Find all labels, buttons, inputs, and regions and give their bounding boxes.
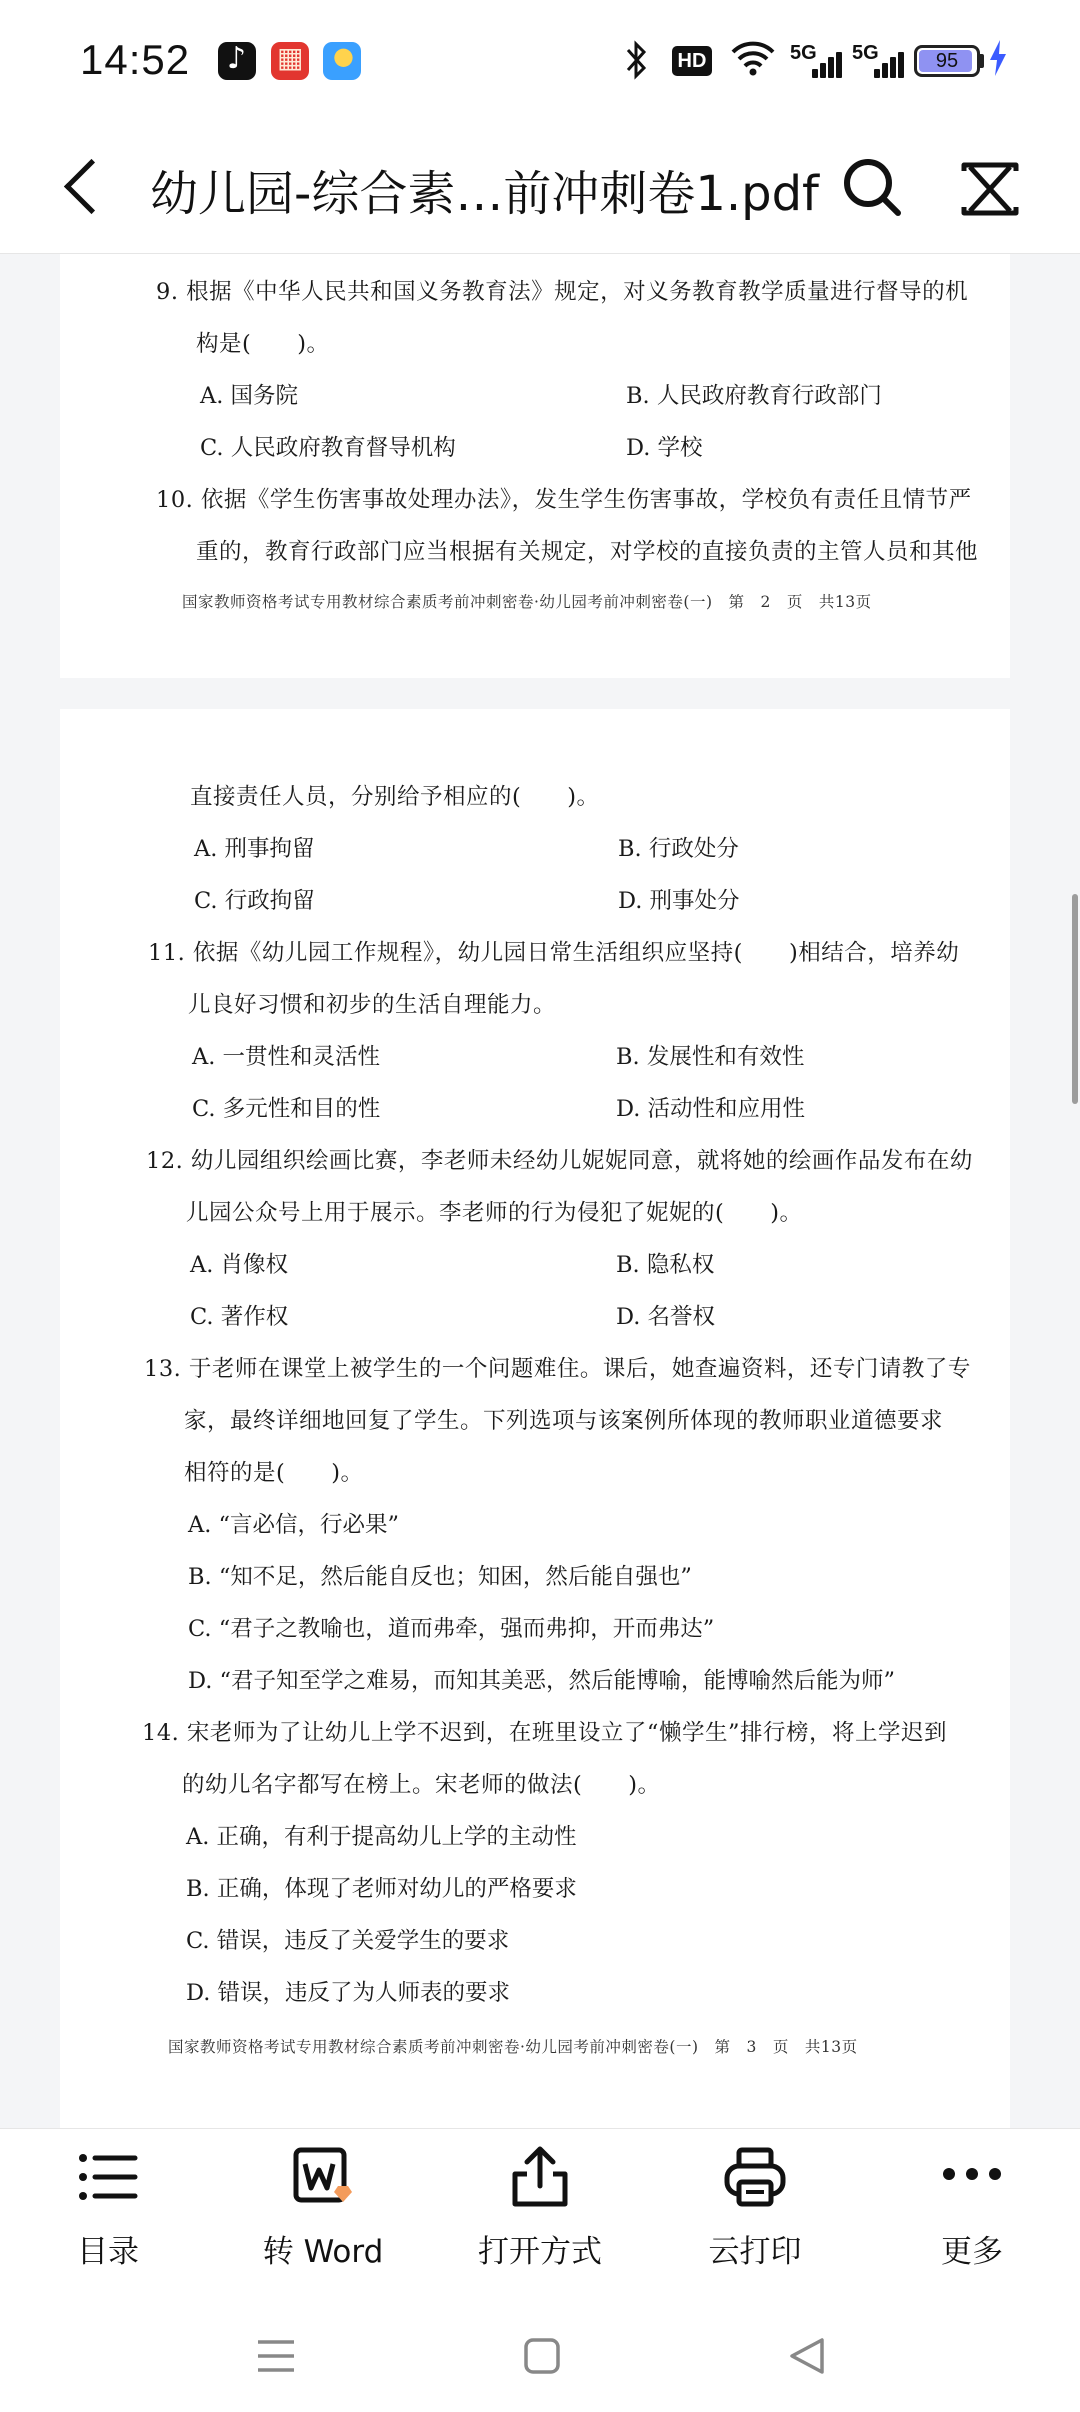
signal-icon-2 xyxy=(874,52,904,78)
back-triangle-icon[interactable] xyxy=(778,2326,838,2386)
scrollbar[interactable] xyxy=(1072,894,1078,1104)
question-text: 12. 幼儿园组织绘画比赛，李老师未经幼儿妮妮同意，就将她的绘画作品发布在幼 xyxy=(146,1148,973,1174)
battery-icon xyxy=(914,45,980,77)
option-text: C. 行政拘留 xyxy=(194,888,315,914)
option-text: B. 隐私权 xyxy=(616,1252,715,1278)
question-text: 构是( )。 xyxy=(196,331,330,357)
question-text: 的幼儿名字都写在榜上。宋老师的做法( )。 xyxy=(182,1772,661,1798)
convert-word-label: 转 Word xyxy=(262,2234,384,2270)
pdf-page xyxy=(60,709,1010,2128)
battery-percent: 95 xyxy=(935,50,959,72)
title-bar xyxy=(0,125,1080,254)
toc-button[interactable] xyxy=(8,2129,208,2297)
network-type-1: 5G xyxy=(790,42,817,64)
question-text: 儿良好习惯和初步的生活自理能力。 xyxy=(188,992,557,1018)
document-viewer[interactable] xyxy=(0,254,1080,2128)
option-text: C. 多元性和目的性 xyxy=(192,1096,381,1122)
convert-word-button[interactable] xyxy=(223,2129,423,2297)
question-text: 11. 依据《幼儿园工作规程》，幼儿园日常生活组织应坚持( )相结合，培养幼 xyxy=(148,940,960,966)
home-icon[interactable] xyxy=(512,2326,572,2386)
question-text: 家，最终详细地回复了学生。下列选项与该案例所体现的教师职业道德要求 xyxy=(184,1408,944,1434)
page-footer: 国家教师资格考试专用教材综合素质考前冲刺密卷·幼儿园考前冲刺密卷(一) 第 3 页 共13页 xyxy=(168,2038,858,2056)
option-text: C. 人民政府教育督导机构 xyxy=(200,435,456,461)
pdf-page xyxy=(60,254,1010,678)
more-icon xyxy=(939,2144,1005,2210)
option-text: C. “君子之教喻也，道而弗牵，强而弗抑，开而弗达” xyxy=(188,1616,715,1642)
list-icon xyxy=(75,2144,141,2210)
open-with-label: 打开方式 xyxy=(478,2234,602,2270)
question-text: 14. 宋老师为了让幼儿上学不迟到，在班里设立了“懒学生”排行榜，将上学迟到 xyxy=(142,1720,947,1746)
option-text: D. 刑事处分 xyxy=(618,888,740,914)
question-text: 相符的是( )。 xyxy=(184,1460,364,1486)
bottom-toolbar xyxy=(0,2128,1080,2297)
map-app-icon xyxy=(323,42,361,80)
battery-cap xyxy=(980,54,984,68)
status-bar xyxy=(0,0,1080,125)
more-label: 更多 xyxy=(941,2234,1003,2270)
cloud-print-button[interactable] xyxy=(655,2129,855,2297)
page-footer: 国家教师资格考试专用教材综合素质考前冲刺密卷·幼儿园考前冲刺密卷(一) 第 2 页 共13页 xyxy=(182,593,872,611)
question-text: 儿园公众号上用于展示。李老师的行为侵犯了妮妮的( )。 xyxy=(186,1200,803,1226)
search-icon[interactable] xyxy=(840,155,904,219)
option-text: B. 人民政府教育行政部门 xyxy=(626,383,882,409)
network-type-2: 5G xyxy=(852,42,879,64)
open-with-button[interactable] xyxy=(440,2129,640,2297)
option-text: A. 一贯性和灵活性 xyxy=(192,1044,381,1070)
question-text: 直接责任人员，分别给予相应的( )。 xyxy=(190,784,600,810)
status-time: 14:52 xyxy=(80,36,191,83)
option-text: A. 刑事拘留 xyxy=(194,836,315,862)
system-nav-bar xyxy=(0,2296,1080,2412)
more-button[interactable] xyxy=(872,2129,1072,2297)
signal-icon-1 xyxy=(812,52,842,78)
option-text: B. 发展性和有效性 xyxy=(616,1044,805,1070)
option-text: A. “言必信，行必果” xyxy=(188,1512,400,1538)
word-convert-icon xyxy=(290,2144,356,2210)
menu-icon[interactable] xyxy=(246,2326,306,2386)
option-text: D. 名誉权 xyxy=(616,1304,716,1330)
share-icon xyxy=(507,2144,573,2210)
option-text: C. 著作权 xyxy=(190,1304,289,1330)
question-text: 13. 于老师在课堂上被学生的一个问题难住。课后，她查遍资料，还专门请教了专 xyxy=(144,1356,971,1382)
option-text: A. 肖像权 xyxy=(190,1252,289,1278)
back-icon[interactable] xyxy=(64,159,119,214)
option-text: B. 正确，体现了老师对幼儿的严格要求 xyxy=(186,1876,577,1902)
option-text: D. “君子知至学之难易，而知其美恶，然后能博喻，能博喻然后能为师” xyxy=(188,1668,896,1694)
question-text: 10. 依据《学生伤害事故处理办法》，发生学生伤害事故，学校负有责任且情节严 xyxy=(156,487,972,513)
tiktok-icon xyxy=(218,42,256,80)
option-text: B. 行政处分 xyxy=(618,836,739,862)
red-app-icon xyxy=(271,42,309,80)
document-title: 幼儿园-综合素…前冲刺卷1.pdf xyxy=(150,166,819,222)
option-text: C. 错误，违反了关爱学生的要求 xyxy=(186,1928,510,1954)
charging-icon xyxy=(988,38,1008,87)
cloud-print-label: 云打印 xyxy=(708,2234,802,2270)
option-text: D. 活动性和应用性 xyxy=(616,1096,806,1122)
option-text: D. 学校 xyxy=(626,435,703,461)
option-text: A. 正确，有利于提高幼儿上学的主动性 xyxy=(186,1824,577,1850)
question-text: 9. 根据《中华人民共和国义务教育法》规定，对义务教育教学质量进行督导的机 xyxy=(156,279,969,305)
option-text: A. 国务院 xyxy=(200,383,299,409)
option-text: D. 错误，违反了为人师表的要求 xyxy=(186,1980,511,2006)
toc-label: 目录 xyxy=(77,2234,139,2270)
bluetooth-icon xyxy=(622,40,652,89)
option-text: B. “知不足，然后能自反也；知困，然后能自强也” xyxy=(188,1564,692,1590)
expand-icon[interactable] xyxy=(958,157,1022,221)
printer-icon xyxy=(722,2144,788,2210)
hd-badge: HD xyxy=(672,46,712,76)
wifi-icon xyxy=(730,38,776,87)
question-text: 重的，教育行政部门应当根据有关规定，对学校的直接负责的主管人员和其他 xyxy=(196,539,979,565)
